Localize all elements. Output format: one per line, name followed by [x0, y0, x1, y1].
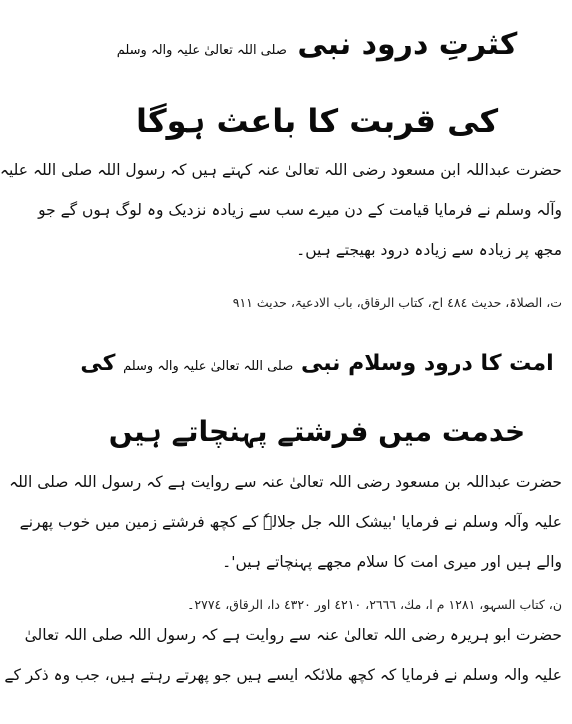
paragraph-3 [4, 615, 562, 695]
heading-2-main-text: امت کا درود وسلام نبی [300, 351, 554, 376]
heading-1-honorific: صلی اللہ تعالیٰ علیہ والہ وسلم [116, 43, 287, 58]
heading-1-line-1 [62, 20, 572, 76]
paragraph-1-line-1: حضرت عبداللہ ابن مسعود رضی اللہ تعالیٰ عنہ کہتے ہیں کہ رسول اللہ صلی اللہ علیہ [0, 161, 562, 179]
paragraph-2-line-1: حضرت عبداللہ بن مسعود رضی اللہ تعالیٰ عنہ سے روایت ہے کہ رسول اللہ صلی اللہ [9, 473, 562, 491]
paragraph-2-line-3: والے ہیں اور میری امت کا سلام مجھے پہنچاتے ہیں'۔ [222, 553, 562, 571]
paragraph-2 [9, 462, 562, 582]
heading-1-main-text: کثرتِ درود نبی [297, 27, 518, 62]
paragraph-3-line-2: علیہ والہ وسلم نے فرمایا کہ کچھ ملائکہ ایسے ہیں جو پھرتے رہتے ہیں، جب وہ ذکر کے [4, 666, 562, 684]
paragraph-2-line-2: علیہ وآلہ وسلم نے فرمایا 'بیشک اللہ جل جلالہٗ کے کچھ فرشتے زمین میں خوب پھرنے [19, 513, 562, 531]
reference-2: ن، کتاب السہو، ١٢٨١ م ا، مك، ٢٦٦٦، ٤٢١٠ اور ٤٣٢٠ دا، الرقاق، ٢٧٧٤۔ [187, 597, 562, 612]
heading-2-end-text: کی [80, 351, 116, 376]
heading-2-line-1 [62, 342, 572, 389]
reference-1: ت، الصلاۃ، حدیث ٤٨٤ اح، کتاب الرقاق، باب الادعیۃ، حدیث ٩١١ [232, 295, 562, 310]
heading-1-line-2: کی قربت کا باعث ہوگا [135, 102, 499, 140]
heading-2-line-2: خدمت میں فرشتے پہنچاتے ہیں [108, 415, 526, 448]
paragraph-1-line-2: وآلہ وسلم نے فرمایا قیامت کے دن میرے سب سے زیادہ نزدیک وہ لوگ ہوں گے جو [38, 201, 562, 219]
paragraph-3-line-1: حضرت ابو ہریرہ رضی اللہ تعالیٰ عنہ سے روایت ہے کہ رسول اللہ صلی اللہ تعالیٰ [24, 626, 562, 644]
paragraph-1 [0, 150, 562, 270]
heading-2-honorific: صلی اللہ تعالیٰ علیہ والہ وسلم [123, 359, 294, 374]
paragraph-1-line-3: مجھ پر زیادہ سے زیادہ درود بھیجتے ہیں۔ [296, 241, 562, 259]
